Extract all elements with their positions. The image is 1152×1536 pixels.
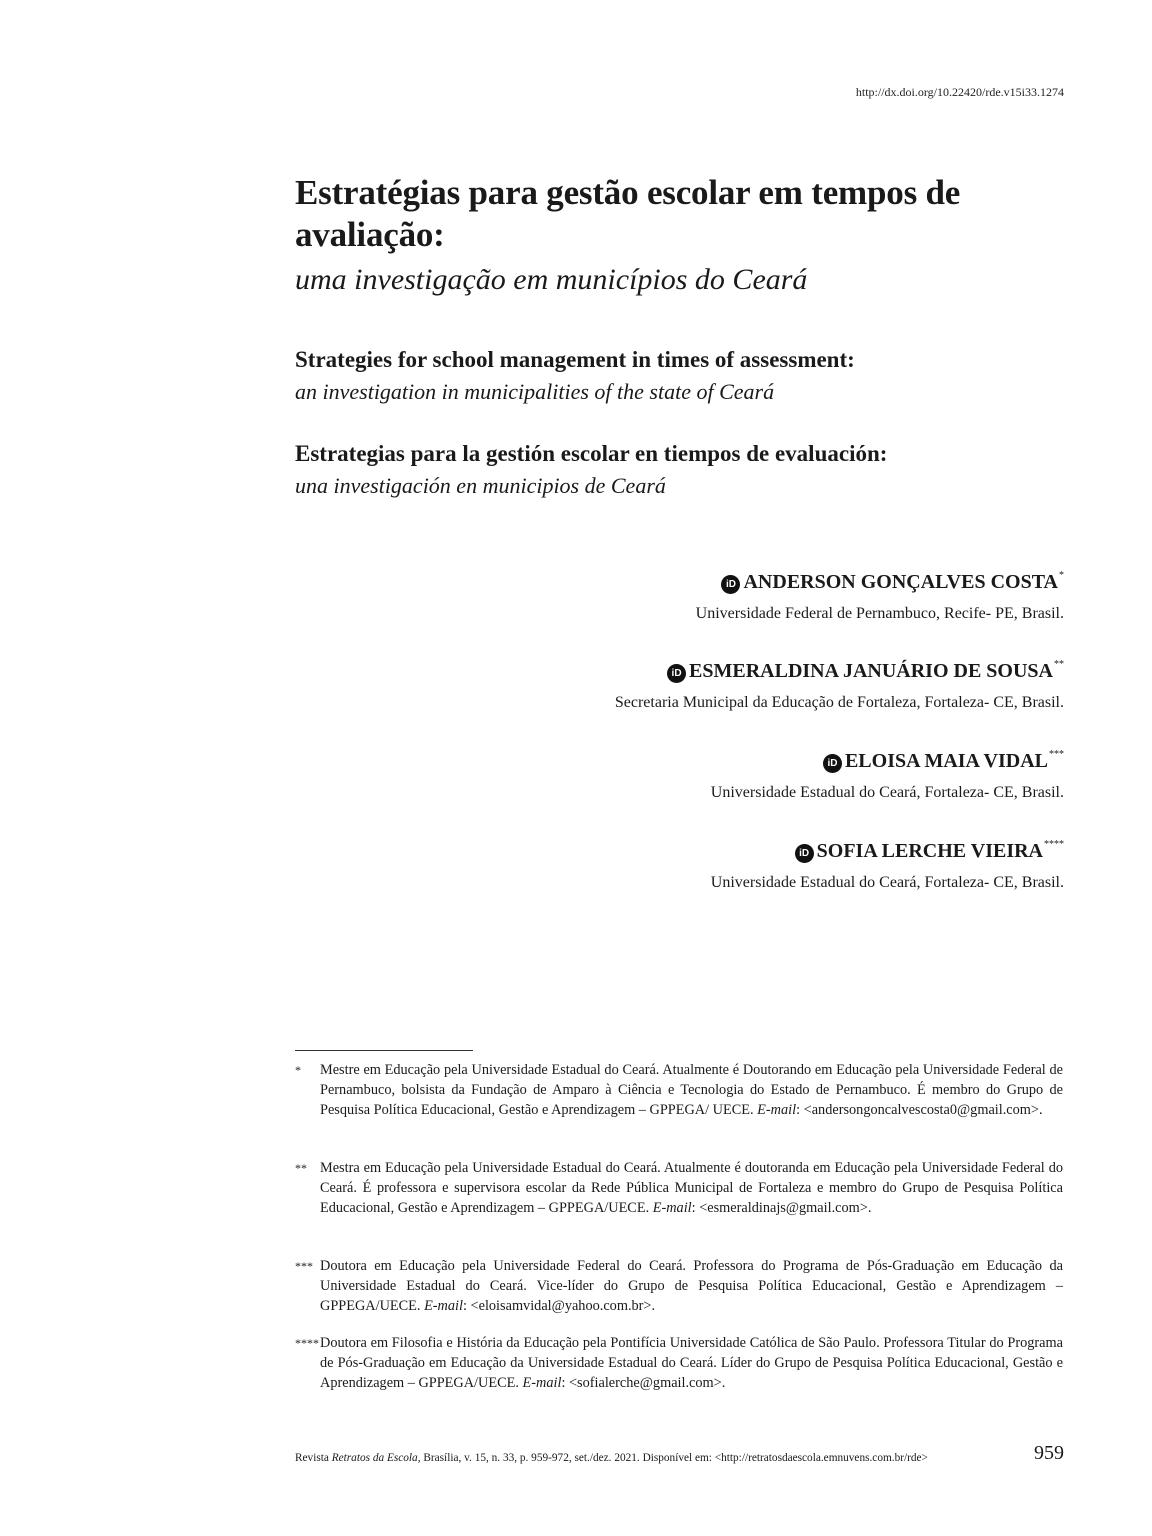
author-mark: ** xyxy=(1054,659,1064,670)
doi-link[interactable]: http://dx.doi.org/10.22420/rde.v15i33.1274 xyxy=(855,85,1064,99)
author-mark: * xyxy=(1059,570,1064,581)
author-block xyxy=(364,741,1064,805)
email-label: E-mail xyxy=(652,1200,692,1216)
author-affiliation: Universidade Estadual do Ceará, Fortaleza- CE, Brasil. xyxy=(710,874,1064,891)
author-block xyxy=(364,651,1064,715)
article-title: Estratégias para gestão escolar em tempos de avaliação: xyxy=(295,173,961,254)
orcid-icon[interactable]: iD xyxy=(795,844,814,863)
article-subtitle: uma investigação em municípios do Ceará xyxy=(295,263,808,296)
author-affiliation: Secretaria Municipal da Educação de Fortaleza, Fortaleza- CE, Brasil. xyxy=(614,694,1064,711)
author-block xyxy=(364,562,1064,626)
spanish-subtitle: una investigación en municipios de Ceará xyxy=(295,473,666,498)
email-label: E-mail xyxy=(522,1375,562,1391)
author-block xyxy=(364,831,1064,895)
author-name-line xyxy=(364,562,1064,596)
footnote xyxy=(295,1256,1063,1316)
author-name-line xyxy=(364,741,1064,775)
spanish-title: Estrategias para la gestión escolar en tiempos de evaluación: xyxy=(295,441,888,466)
footnote-mark: * xyxy=(295,1063,301,1077)
english-title: Strategies for school management in times of assessment: xyxy=(295,347,855,372)
author-name: SOFIA LERCHE VIEIRA xyxy=(816,840,1043,862)
author-name-line xyxy=(364,651,1064,685)
page-number: 959 xyxy=(1034,1442,1064,1464)
author-name: ANDERSON GONÇALVES COSTA xyxy=(743,571,1058,593)
email-label: E-mail xyxy=(424,1298,463,1314)
author-affiliation: Universidade Estadual do Ceará, Fortaleza- CE, Brasil. xyxy=(710,784,1064,801)
citation-footer xyxy=(295,1452,928,1464)
footnote-email[interactable]: : <sofialerche@gmail.com>. xyxy=(561,1375,726,1391)
author-mark: **** xyxy=(1044,839,1064,850)
author-affiliation: Universidade Federal de Pernambuco, Recife- PE, Brasil. xyxy=(695,605,1064,622)
author-name-line xyxy=(364,831,1064,865)
footnote xyxy=(295,1158,1063,1218)
footer-citation: , Brasília, v. 15, n. 33, p. 959-972, set./dez. 2021. Disponível em: <http://retratosdaescola.emnuvens.com.br/rde> xyxy=(417,1452,928,1464)
footnote-body: Doutora em Educação pela Universidade Federal do Ceará. Professora do Programa de Pós-Graduação em Educação da Universidade Estadual do Ceará. Vice-líder do Grupo de Pesquisa Política Educacional, Gestão e Aprendizagem – GPPEGA/UECE. xyxy=(320,1258,1063,1314)
footnote-text xyxy=(320,1158,1063,1218)
journal-name: Retratos da Escola xyxy=(331,1452,418,1464)
footnote xyxy=(295,1333,1063,1393)
footnote-mark: *** xyxy=(295,1259,313,1273)
footnote xyxy=(295,1060,1063,1120)
footnote-email[interactable]: : <esmeraldinajs@gmail.com>. xyxy=(691,1200,872,1216)
footnote-text xyxy=(320,1060,1063,1120)
footnote-text xyxy=(320,1256,1063,1316)
author-mark: *** xyxy=(1049,749,1064,760)
english-subtitle: an investigation in municipalities of the state of Ceará xyxy=(295,379,775,404)
footnote-body: Mestra em Educação pela Universidade Estadual do Ceará. Atualmente é doutoranda em Educação pela Universidade Federal do Ceará. É professora e supervisora escolar da Rede Pública Municipal de Fortaleza e membro do Grupo de Pesquisa Política Educacional, Gestão e Aprendizagem – GPPEGA/UECE. xyxy=(320,1160,1063,1216)
email-label: E-mail xyxy=(757,1102,797,1118)
footnote-body: Mestre em Educação pela Universidade Estadual do Ceará. Atualmente é Doutorando em Educação pela Universidade Federal de Pernambuco, bolsista da Fundação de Amparo à Ciência e Tecnologia do Estado de Pernambuco. É membro do Grupo de Pesquisa Política Educacional, Gestão e Aprendizagem – GPPEGA/ UECE. xyxy=(320,1062,1063,1118)
footnote-body: Doutora em Filosofia e História da Educação pela Pontifícia Universidade Católica de São Paulo. Professora Titular do Programa de Pós-Graduação em Educação da Universidade Estadual do Ceará. Líder do Grupo de Pesquisa Política Educacional, Gestão e Aprendizagem – GPPEGA/UECE. xyxy=(320,1335,1063,1391)
footnote-email[interactable]: : <eloisamvidal@yahoo.com.br>. xyxy=(462,1298,656,1314)
author-name: ELOISA MAIA VIDAL xyxy=(844,750,1048,772)
footnote-text xyxy=(320,1333,1063,1393)
author-name: ESMERALDINA JANUÁRIO DE SOUSA xyxy=(689,660,1053,682)
orcid-icon[interactable]: iD xyxy=(721,575,740,594)
footnote-mark: **** xyxy=(295,1336,319,1350)
footnote-mark: ** xyxy=(295,1161,307,1175)
footnote-email[interactable]: : <andersongoncalvescosta0@gmail.com>. xyxy=(796,1102,1043,1118)
orcid-icon[interactable]: iD xyxy=(667,664,686,683)
footer-prefix: Revista xyxy=(295,1452,332,1464)
footnote-divider xyxy=(295,1050,473,1051)
orcid-icon[interactable]: iD xyxy=(823,754,842,773)
